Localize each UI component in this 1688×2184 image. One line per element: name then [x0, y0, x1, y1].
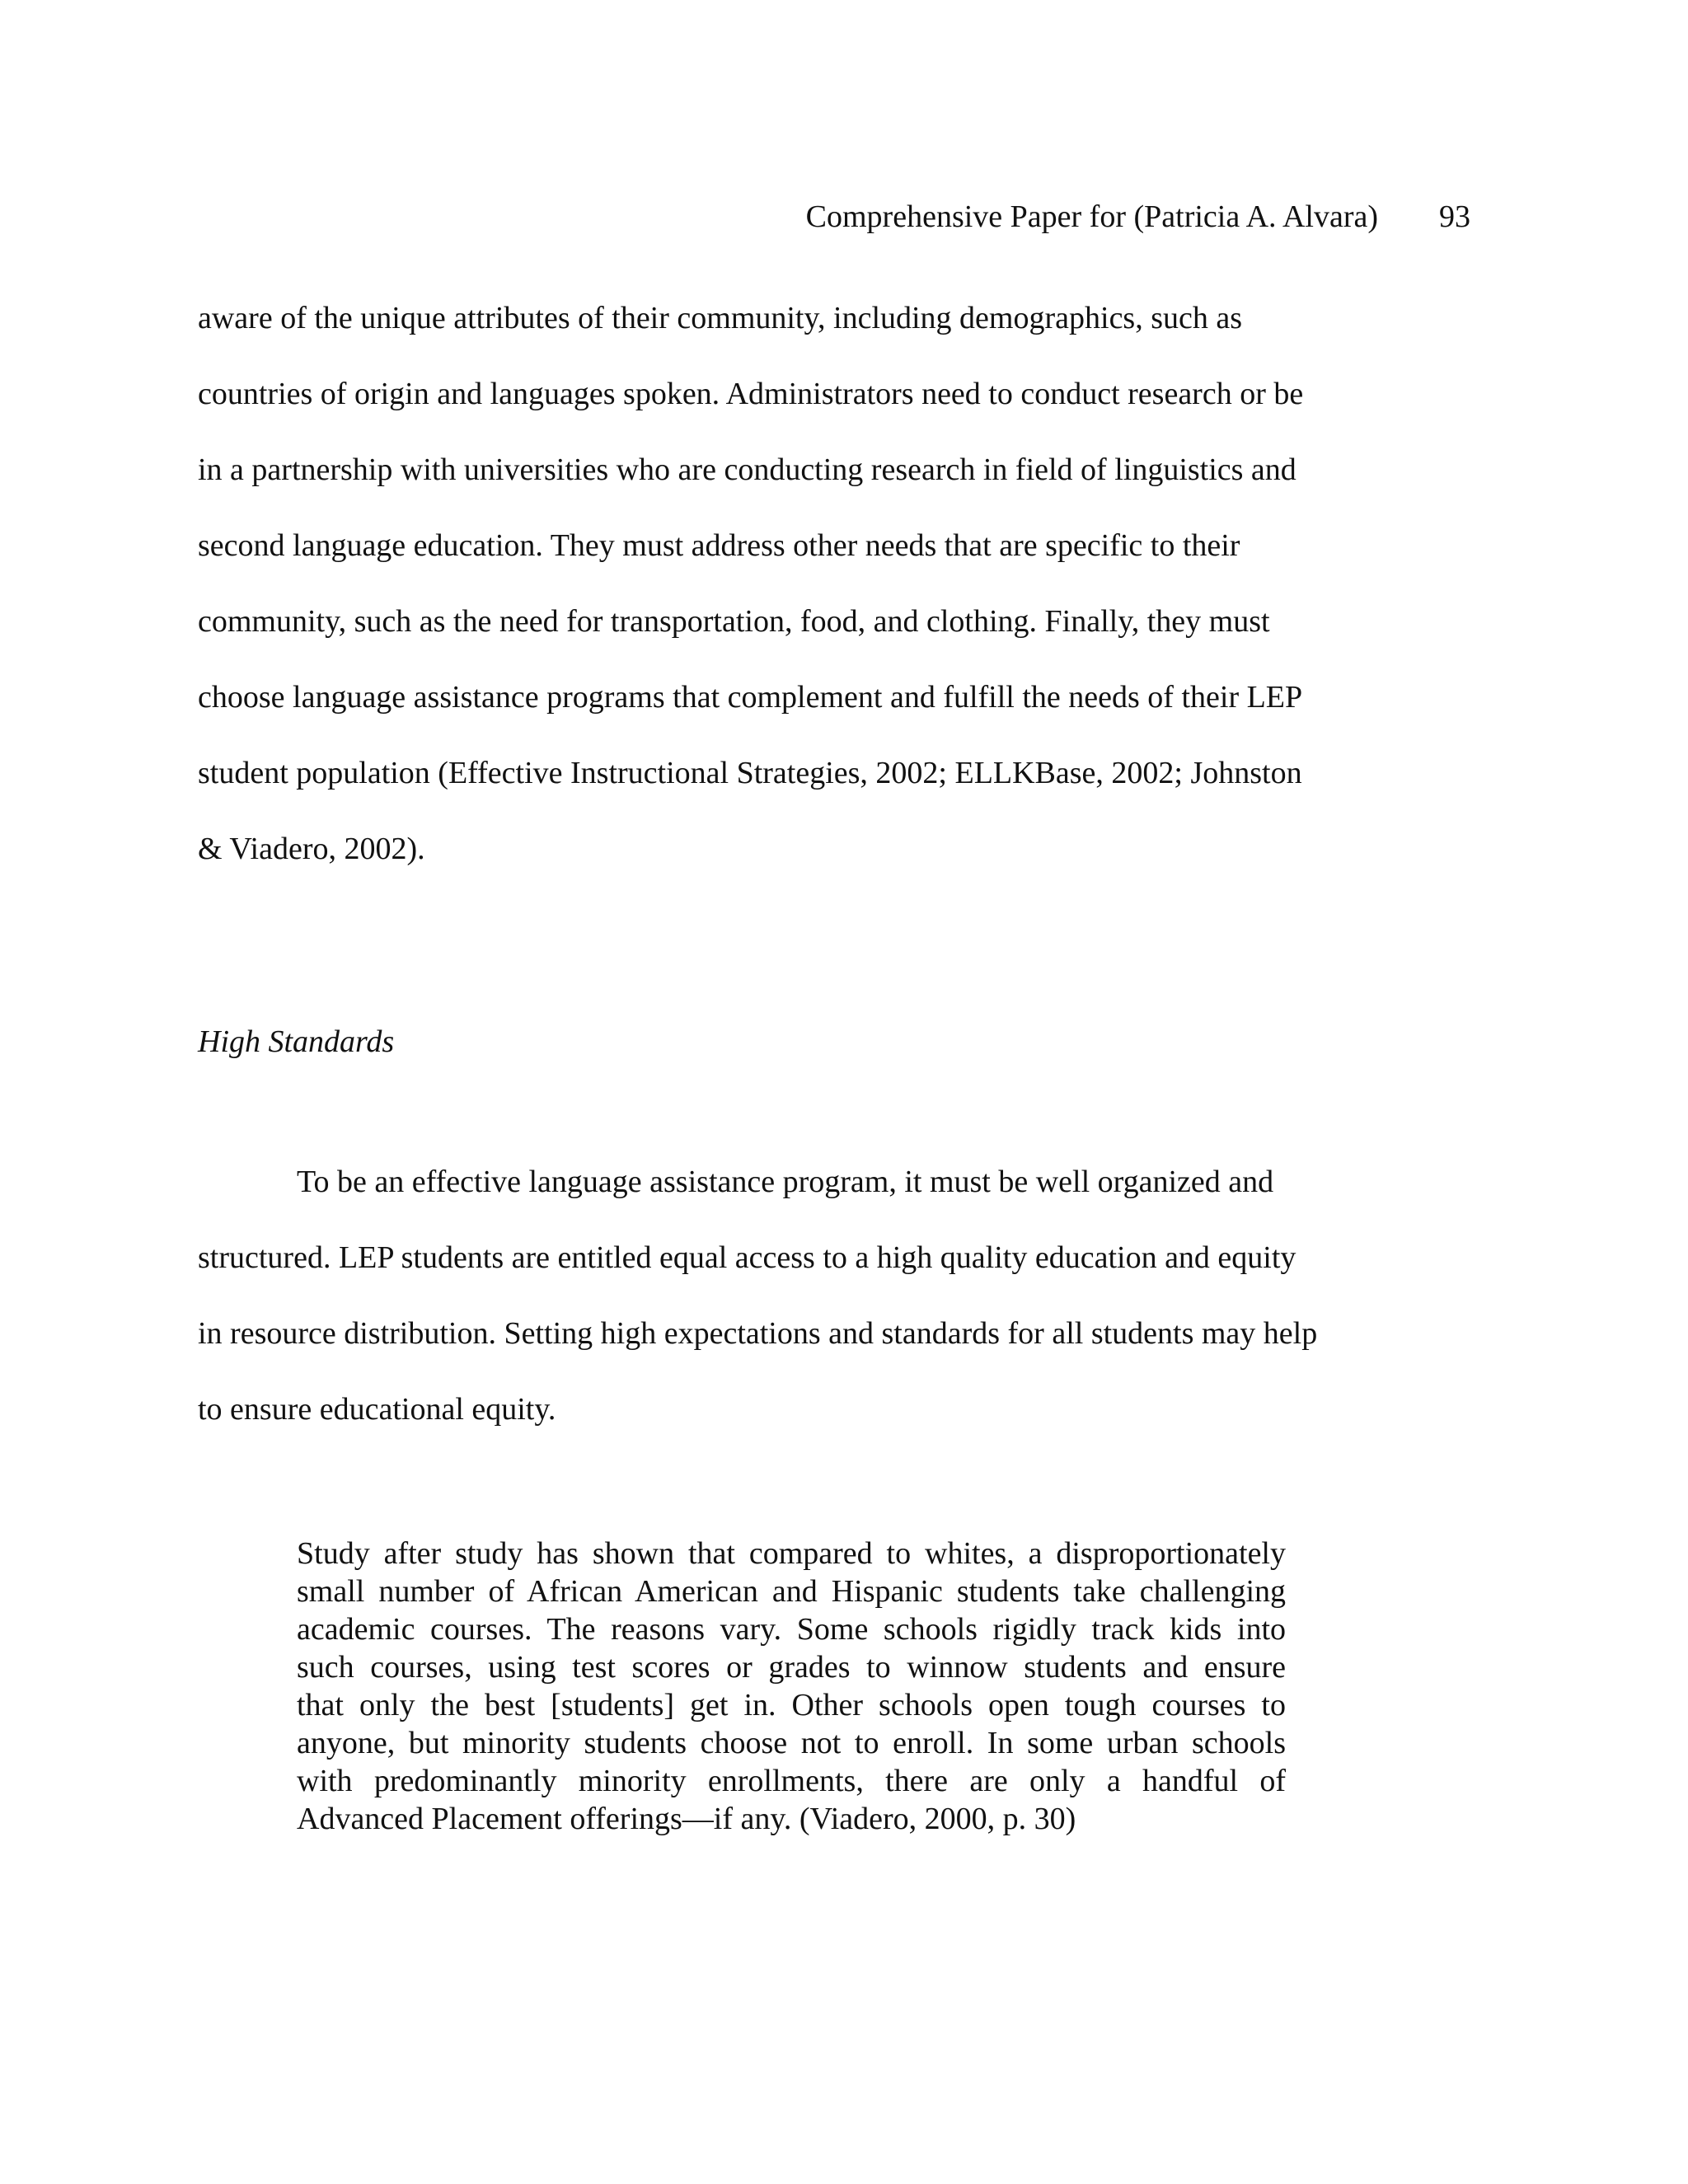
running-title: Comprehensive Paper for (Patricia A. Alvara)	[805, 199, 1378, 234]
section-heading: High Standards	[198, 1024, 395, 1059]
paragraph-line: in resource distribution. Setting high expectations and standards for all students may help	[198, 1316, 1318, 1351]
paragraph-line: aware of the unique attributes of their community, including demographics, such as	[198, 301, 1243, 335]
block-quote	[297, 1535, 1286, 1838]
quote-line: Study after study has shown that compared to whites, a disproportionately	[297, 1536, 1286, 1571]
quote-line: academic courses. The reasons vary. Some schools rigidly track kids into	[297, 1612, 1286, 1647]
paragraph-line: structured. LEP students are entitled equal access to a high quality education and equity	[198, 1240, 1296, 1275]
running-head	[806, 196, 1470, 237]
paragraph-line: student population (Effective Instructional Strategies, 2002; ELLKBase, 2002; Johnston	[198, 756, 1302, 790]
quote-line: with predominantly minority enrollments, there are only a handful of	[297, 1764, 1286, 1798]
body-paragraph-1	[198, 280, 1401, 887]
paragraph-line: countries of origin and languages spoken. Administrators need to conduct research or be	[198, 377, 1304, 411]
paragraph-line: second language education. They must address other needs that are specific to their	[198, 528, 1240, 563]
paragraph-line: & Viadero, 2002).	[198, 832, 425, 866]
body-paragraph-2	[198, 1144, 1401, 1447]
paragraph-line: community, such as the need for transportation, food, and clothing. Finally, they must	[198, 604, 1270, 639]
quote-line: such courses, using test scores or grades to winnow students and ensure	[297, 1650, 1286, 1685]
paragraph-line: To be an effective language assistance program, it must be well organized and	[297, 1165, 1274, 1199]
quote-line: that only the best [students] get in. Other schools open tough courses to	[297, 1688, 1286, 1722]
paragraph-line: to ensure educational equity.	[198, 1392, 556, 1427]
quote-line: small number of African American and Hispanic students take challenging	[297, 1574, 1286, 1609]
page-number: 93	[1439, 199, 1470, 234]
paragraph-line: in a partnership with universities who are conducting research in field of linguistics and	[198, 452, 1296, 487]
quote-line: Advanced Placement offerings—if any. (Viadero, 2000, p. 30)	[297, 1802, 1076, 1836]
quote-line: anyone, but minority students choose not to enroll. In some urban schools	[297, 1726, 1286, 1760]
paragraph-line: choose language assistance programs that complement and fulfill the needs of their LEP	[198, 680, 1303, 715]
